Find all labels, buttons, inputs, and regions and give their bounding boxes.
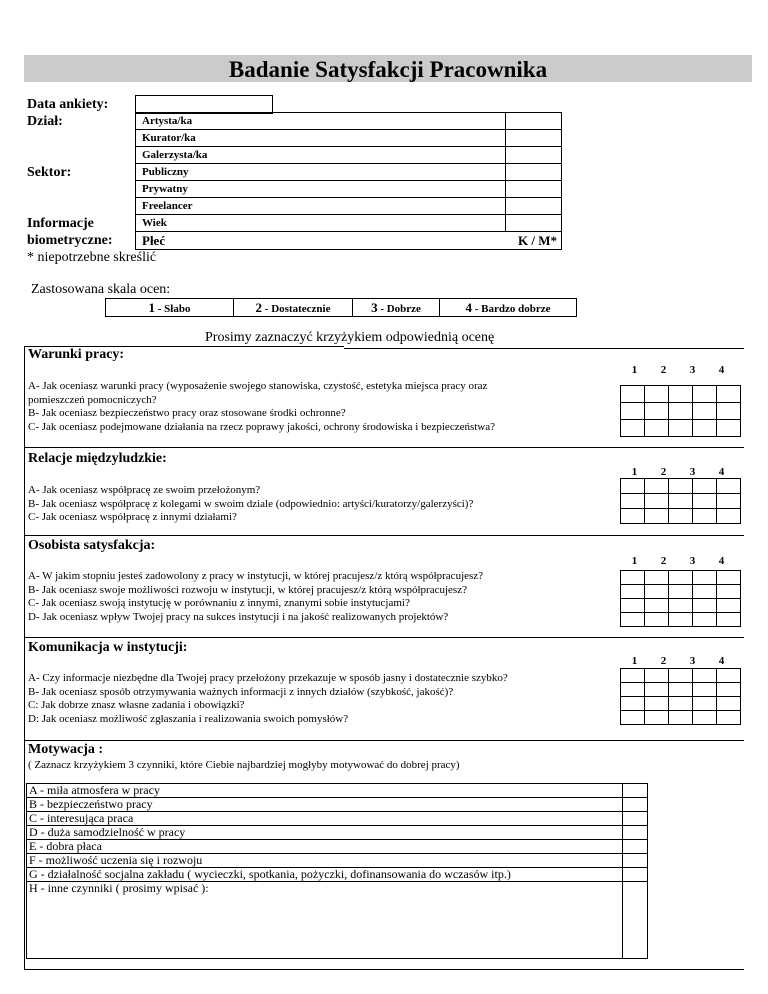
question: pomieszczeń pomocniczych? (28, 393, 157, 406)
sektor-option: Freelancer (136, 198, 506, 215)
question: C: Jak dobrze znasz własne zadania i obowiązki? (28, 699, 245, 711)
rating-cell[interactable] (693, 386, 717, 403)
rating-header: 1 2 3 4 (631, 466, 725, 478)
wiek-label: Wiek (136, 215, 506, 232)
rating-cell[interactable] (645, 494, 669, 509)
motywacja-item: B - bezpieczeństwo pracy (27, 798, 623, 812)
rating-cell[interactable] (669, 386, 693, 403)
rating-cell[interactable] (669, 479, 693, 494)
question: A- Jak oceniasz warunki pracy (wyposażenie swojego stanowiska, czystość, estetyka miejsca pracy oraz (28, 380, 488, 392)
rating-cell[interactable] (621, 494, 645, 509)
rating-cell[interactable] (621, 669, 645, 683)
rating-cell[interactable] (693, 479, 717, 494)
plec-value: K / M* (518, 233, 557, 248)
question: B- Jak oceniasz sposób otrzymywania ważnych informacji z innych działów (szybkość, jakość)? (28, 685, 454, 698)
question: D- Jak oceniasz wpływ Twojej pracy na sukces instytucji i na jakość realizowanych projektów? (28, 610, 449, 623)
rating-cell[interactable] (621, 613, 645, 627)
rating-cell[interactable] (645, 697, 669, 711)
bio-label (27, 215, 113, 249)
scale-item: 4 - Bardzo dobrze (440, 299, 577, 317)
rating-cell[interactable] (645, 420, 669, 437)
question: B- Jak oceniasz bezpieczeństwo pracy oraz stosowane środki ochronne? (28, 407, 346, 419)
rating-cell[interactable] (645, 403, 669, 420)
rating-cell[interactable] (693, 669, 717, 683)
dzial-option: Kurator/ka (136, 130, 506, 147)
rating-cell[interactable] (693, 599, 717, 613)
questions-satysfakcja (28, 570, 483, 624)
sektor-option: Prywatny (136, 181, 506, 198)
sektor-label: Sektor: (27, 165, 72, 180)
dzial-option: Galerzysta/ka (136, 147, 506, 164)
motywacja-item: C - interesująca praca (27, 812, 623, 826)
rating-cell[interactable] (621, 571, 645, 585)
rating-cell[interactable] (621, 420, 645, 437)
motywacja-check[interactable] (623, 840, 648, 854)
rating-grid-warunki (620, 385, 741, 437)
rating-header: 1 2 3 4 (631, 555, 725, 567)
motywacja-subtitle: ( Zaznacz krzyżykiem 3 czynniki, które Ciebie najbardziej mogłyby motywować do dobrej pracy) (28, 759, 460, 771)
rating-cell[interactable] (669, 599, 693, 613)
rating-cell[interactable] (717, 697, 741, 711)
motywacja-check[interactable] (623, 826, 648, 840)
rating-cell[interactable] (669, 403, 693, 420)
rating-cell[interactable] (717, 479, 741, 494)
rating-cell[interactable] (693, 697, 717, 711)
question: B- Jak oceniasz swoje możliwości rozwoju w instytucji, w której pracujesz/z którą współpracujesz? (28, 583, 467, 596)
dzial-check[interactable] (506, 147, 562, 164)
note: * niepotrzebne skreślić (27, 250, 157, 265)
question: C- Jak oceniasz podejmowane działania na rzecz poprawy jakości, ochrony środowiska i bezpieczeństwa? (28, 420, 496, 433)
sektor-option: Publiczny (136, 164, 506, 181)
scale-item: 2 - Dostatecznie (234, 299, 353, 317)
instruction: Prosimy zaznaczyć krzyżykiem odpowiednią ocenę (205, 330, 495, 345)
questions-warunki (28, 380, 495, 434)
motywacja-check[interactable] (623, 812, 648, 826)
scale-label: Zastosowana skala ocen: (31, 282, 171, 297)
scale-item: 1 - Słabo (106, 299, 234, 317)
rating-cell[interactable] (717, 494, 741, 509)
question: B- Jak oceniasz współpracę z kolegami w swoim dziale (odpowiednio: artyści/kuratorzy/galerzyści)? (28, 497, 474, 510)
motywacja-item: A - miła atmosfera w pracy (27, 784, 623, 798)
question: D: Jak oceniasz możliwość zgłaszania i realizowania swoich pomysłów? (28, 712, 349, 725)
rating-cell[interactable] (717, 509, 741, 524)
rating-cell[interactable] (645, 711, 669, 725)
section-title-komunikacja: Komunikacja w instytucji: (28, 640, 188, 655)
rating-cell[interactable] (693, 585, 717, 599)
motywacja-item: D - duża samodzielność w pracy (27, 826, 623, 840)
rating-cell[interactable] (717, 599, 741, 613)
rating-cell[interactable] (645, 386, 669, 403)
question: C- Jak oceniasz swoją instytucję w porównaniu z innymi, znanymi sobie instytucjami? (28, 597, 410, 609)
bio-label-line2: biometryczne: (27, 233, 113, 248)
rating-cell[interactable] (717, 571, 741, 585)
motywacja-check[interactable] (623, 854, 648, 868)
motywacja-table (26, 783, 648, 959)
page-title: Badanie Satysfakcji Pracownika (24, 55, 752, 82)
question: A- Jak oceniasz współpracę ze swoim przełożonym? (28, 484, 261, 496)
rating-header: 1 2 3 4 (631, 364, 725, 376)
rating-cell[interactable] (693, 711, 717, 725)
rating-cell[interactable] (669, 585, 693, 599)
rating-cell[interactable] (669, 711, 693, 725)
rating-cell[interactable] (717, 420, 741, 437)
scale-table (105, 298, 577, 317)
rating-cell[interactable] (669, 669, 693, 683)
section-title-warunki: Warunki pracy: (28, 347, 125, 362)
rating-cell[interactable] (669, 613, 693, 627)
motywacja-item: F - możliwość uczenia się i rozwoju (27, 854, 623, 868)
questions-relacje (28, 484, 473, 525)
dzial-label: Dział: (27, 114, 63, 129)
motywacja-check[interactable] (623, 784, 648, 798)
rating-cell[interactable] (621, 585, 645, 599)
question: C- Jak oceniasz współpracę z innymi działami? (28, 511, 237, 523)
rating-cell[interactable] (717, 669, 741, 683)
rating-cell[interactable] (717, 711, 741, 725)
rating-cell[interactable] (693, 420, 717, 437)
rating-cell[interactable] (669, 420, 693, 437)
wiek-field[interactable] (506, 215, 562, 232)
bio-label-line1: Informacje (27, 216, 94, 231)
data-ankiety-label: Data ankiety: (27, 97, 109, 112)
rating-cell[interactable] (669, 697, 693, 711)
rating-cell[interactable] (669, 509, 693, 524)
rating-cell[interactable] (621, 683, 645, 697)
plec-label: Płeć (142, 232, 166, 248)
rating-cell[interactable] (645, 613, 669, 627)
rating-cell[interactable] (717, 585, 741, 599)
rating-header: 1 2 3 4 (631, 655, 725, 667)
rating-grid-komunikacja (620, 668, 741, 725)
rating-cell[interactable] (717, 613, 741, 627)
rating-cell[interactable] (645, 669, 669, 683)
rating-cell[interactable] (669, 494, 693, 509)
rating-cell[interactable] (717, 403, 741, 420)
question: A- W jakim stopniu jesteś zadowolony z pracy w instytucji, w której pracujesz/z którą współpracujesz? (28, 570, 484, 582)
rating-cell[interactable] (621, 599, 645, 613)
rating-cell[interactable] (645, 509, 669, 524)
scale-item: 3 - Dobrze (353, 299, 440, 317)
rating-cell[interactable] (693, 494, 717, 509)
sektor-check[interactable] (506, 198, 562, 215)
rating-cell[interactable] (621, 711, 645, 725)
question: A- Czy informacje niezbędne dla Twojej pracy przełożony przekazuje w sposób jasny i dostatecznie szybko? (28, 672, 508, 684)
rating-cell[interactable] (717, 386, 741, 403)
section-title-relacje: Relacje międzyludzkie: (28, 451, 167, 466)
motywacja-check[interactable] (623, 868, 648, 882)
dzial-check[interactable] (506, 130, 562, 147)
rating-cell[interactable] (669, 683, 693, 697)
rating-cell[interactable] (693, 683, 717, 697)
rating-cell[interactable] (645, 479, 669, 494)
rating-cell[interactable] (645, 683, 669, 697)
dzial-sektor-bio-table (135, 112, 562, 250)
rating-cell[interactable] (693, 613, 717, 627)
section-title-motywacja: Motywacja : (28, 742, 104, 757)
motywacja-item: H - inne czynniki ( prosimy wpisać ): (27, 882, 623, 959)
plec-row[interactable] (136, 232, 562, 250)
motywacja-check[interactable] (623, 882, 648, 959)
rating-cell[interactable] (645, 571, 669, 585)
rating-cell[interactable] (645, 599, 669, 613)
sektor-check[interactable] (506, 181, 562, 198)
rating-cell[interactable] (693, 403, 717, 420)
rating-cell[interactable] (621, 509, 645, 524)
dzial-check[interactable] (506, 113, 562, 130)
rating-cell[interactable] (621, 403, 645, 420)
rating-cell[interactable] (693, 571, 717, 585)
rating-cell[interactable] (669, 571, 693, 585)
dzial-option: Artysta/ka (136, 113, 506, 130)
motywacja-check[interactable] (623, 798, 648, 812)
rating-cell[interactable] (717, 683, 741, 697)
rating-cell[interactable] (645, 585, 669, 599)
rating-grid-relacje (620, 478, 741, 524)
rating-grid-satysfakcja (620, 570, 741, 627)
section-title-satysfakcja: Osobista satysfakcja: (28, 538, 156, 553)
questions-komunikacja (28, 672, 508, 726)
rating-cell[interactable] (621, 697, 645, 711)
rating-cell[interactable] (621, 386, 645, 403)
rating-cell[interactable] (621, 479, 645, 494)
sektor-check[interactable] (506, 164, 562, 181)
motywacja-item: G - działalność socjalna zakładu ( wycieczki, spotkania, pożyczki, dofinansowania do wczasów itp.) (27, 868, 623, 882)
rating-cell[interactable] (693, 509, 717, 524)
motywacja-item: E - dobra płaca (27, 840, 623, 854)
